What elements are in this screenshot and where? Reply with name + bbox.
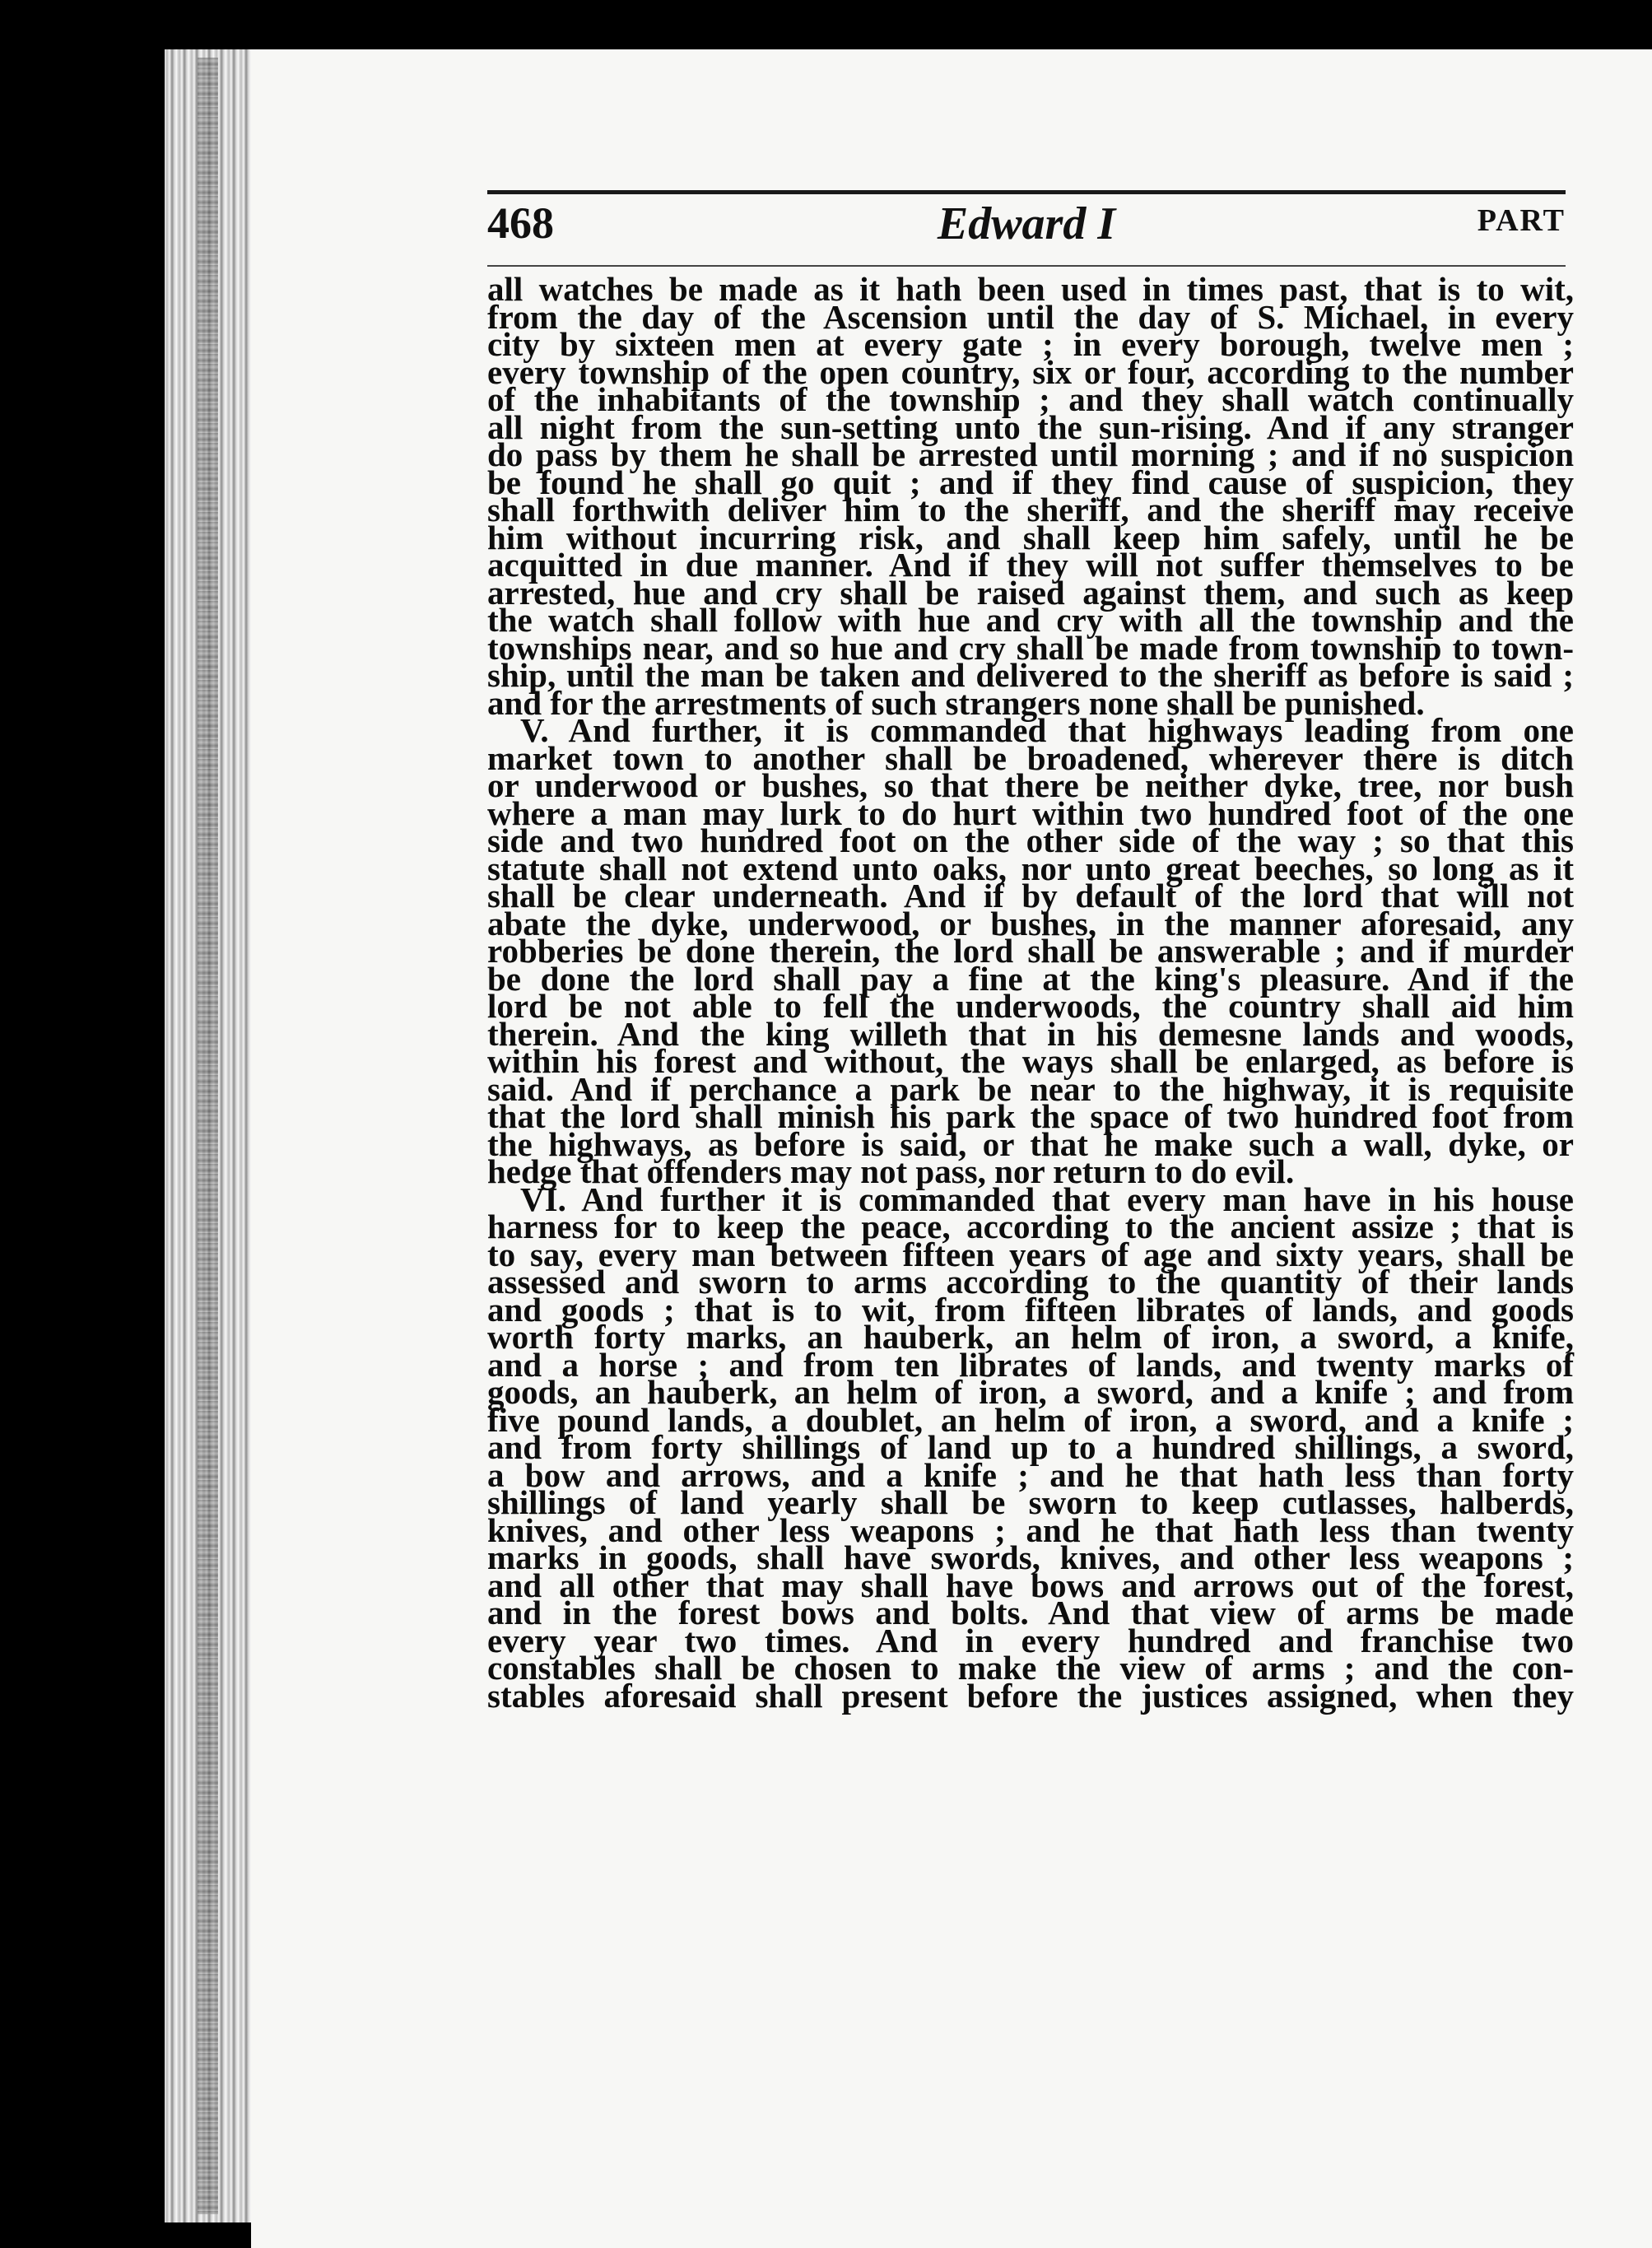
text-line: every year two times. And in every hundred and franchise two <box>487 1621 1574 1659</box>
text-line: the highways, as before is said, or that he make such a wall, dyke, or <box>487 1124 1574 1163</box>
text-line: side and two hundred foot on the other side of the way ; so that this <box>487 821 1574 859</box>
text-line: assessed and sworn to arms according to the quantity of their lands <box>487 1263 1574 1301</box>
text-line: to say, every man between fifteen years of age and sixty years, shall be <box>487 1235 1574 1273</box>
text-line: marks in goods, shall have swords, knives, and other less weapons ; <box>487 1538 1574 1576</box>
text-line: and all other that may shall have bows and arrows out of the forest, <box>487 1566 1574 1604</box>
text-line: that the lord shall minish his park the space of two hundred foot from <box>487 1097 1574 1135</box>
page-number: 468 <box>487 198 554 248</box>
book-spine-shadow <box>198 58 218 2214</box>
text-line: VI. And further it is commanded that every man have in his house <box>520 1180 1574 1218</box>
text-line: all night from the sun-setting unto the sun-rising. And if any stranger <box>487 407 1574 446</box>
text-line: townships near, and so hue and cry shall be made from township to town- <box>487 628 1574 667</box>
text-line: market town to another shall be broadened, wherever there is ditch <box>487 738 1574 777</box>
running-title: Edward I <box>937 198 1116 249</box>
text-line: from the day of the Ascension until the day of S. Michael, in every <box>487 297 1574 336</box>
text-line: do pass by them he shall be arrested until morning ; and if no suspicion <box>487 435 1574 473</box>
text-line: and goods ; that is to wit, from fifteen librates of lands, and goods <box>487 1290 1574 1329</box>
header-rule-bottom <box>487 265 1566 267</box>
text-line: of the inhabitants of the township ; and they shall watch continually <box>487 380 1574 418</box>
text-line: be found he shall go quit ; and if they find cause of suspicion, they <box>487 463 1574 501</box>
text-line: and in the forest bows and bolts. And that view of arms be made <box>487 1594 1574 1631</box>
text-line: where a man may lurk to do hurt within two hundred foot of the one <box>487 794 1574 832</box>
text-line: ship, until the man be taken and delivered to the sheriff as before is said ; <box>487 656 1574 694</box>
text-line: knives, and other less weapons ; and he that hath less than twenty <box>487 1510 1574 1549</box>
text-line: acquitted in due manner. And if they will not suffer themselves to be <box>487 546 1574 584</box>
text-line: goods, an hauberk, an helm of iron, a sword, and a knife ; and from <box>487 1373 1574 1411</box>
text-line: be done the lord shall pay a fine at the king's pleasure. And if the <box>487 959 1574 998</box>
text-line: constables shall be chosen to make the view of arms ; and the con- <box>487 1649 1574 1687</box>
text-line: arrested, hue and cry shall be raised against them, and such as keep <box>487 573 1574 612</box>
text-line: every township of the open country, six or four, according to the number <box>487 352 1574 391</box>
text-line: abate the dyke, underwood, or bushes, in the manner aforesaid, any <box>487 904 1574 942</box>
text-line: therein. And the king willeth that in his demesne lands and woods, <box>487 1014 1574 1053</box>
text-line: and from forty shillings of land up to a hundred shillings, a sword, <box>487 1428 1574 1466</box>
text-line: and a horse ; and from ten librates of lands, and twenty marks of <box>487 1345 1574 1384</box>
text-line: and for the arrestments of such strangers none shall be punished. <box>487 683 1425 722</box>
text-line: robberies be done therein, the lord shall be answerable ; and if murder <box>487 932 1574 970</box>
text-line: him without incurring risk, and shall keep him safely, until he be <box>487 518 1574 556</box>
page-header <box>487 198 1566 263</box>
text-line: shillings of land yearly shall be sworn to keep cutlasses, halberds, <box>487 1483 1574 1521</box>
text-line: worth forty marks, an hauberk, an helm of iron, a sword, a knife, <box>487 1318 1574 1356</box>
text-line: statute shall not extend unto oaks, nor unto great beeches, so long as it <box>487 849 1574 887</box>
text-line: a bow and arrows, and a knife ; and he that hath less than forty <box>487 1455 1574 1494</box>
text-line: five pound lands, a doublet, an helm of iron, a sword, and a knife ; <box>487 1400 1574 1439</box>
text-line: shall be clear underneath. And if by default of the lord that will not <box>487 877 1574 915</box>
part-label: PART <box>1477 203 1566 238</box>
text-line: harness for to keep the peace, according to the ancient assize ; that is <box>487 1208 1574 1245</box>
header-rule-top <box>487 190 1566 194</box>
text-line: city by sixteen men at every gate ; in every borough, twelve men ; <box>487 325 1574 363</box>
text-line: lord be not able to fell the underwoods, the country shall aid him <box>487 987 1574 1025</box>
text-line: said. And if perchance a park be near to the highway, it is requisite <box>487 1069 1574 1108</box>
text-line: or underwood or bushes, so that there be neither dyke, tree, nor bush <box>487 766 1574 804</box>
text-line: shall forthwith deliver him to the sheriff, and the sheriff may receive <box>487 491 1574 528</box>
text-line: stables aforesaid shall present before the justices assigned, when they <box>487 1676 1574 1715</box>
text-line: V. And further, it is commanded that highways leading from one <box>520 711 1574 749</box>
text-line: within his forest and without, the ways shall be enlarged, as before is <box>487 1042 1574 1080</box>
text-line: all watches be made as it hath been used in times past, that is to wit, <box>487 270 1574 308</box>
body-text <box>487 270 1574 1715</box>
text-line: the watch shall follow with hue and cry with all the township and the <box>487 601 1574 639</box>
text-line: hedge that offenders may not pass, nor return to do evil. <box>487 1152 1295 1190</box>
